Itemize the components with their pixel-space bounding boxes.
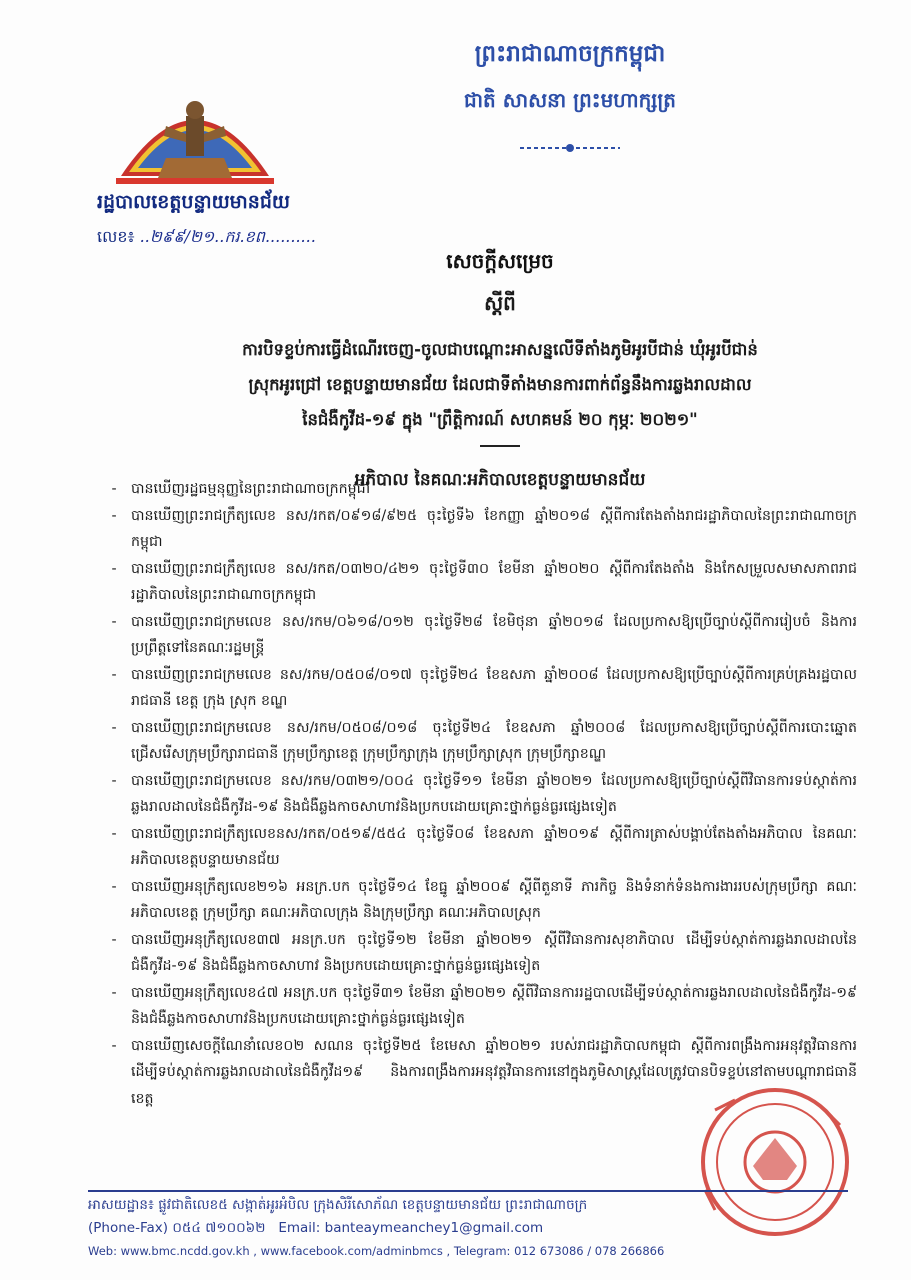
list-item: - បានឃើញព្រះរាជក្រមលេខ នស/រកម/០៣២១/០០៤ ចុះថ្ងៃទី១១ ខែមីនា ឆ្នាំ២០២១ ដែលប្រកាសឱ្យប្រើច្បាប់ស្តីពីវិធានការទប់ស្កាត់ការឆ្លងរាលដាលនៃជំងឺកូវីដ-១៩ និងជំងឺឆ្លងកាចសាហាវនិងប្រកបដោយគ្រោះថ្នាក់ធ្ងន់ធ្ងរផ្សេងទៀត bbox=[111, 772, 857, 815]
letter-number bbox=[97, 226, 316, 250]
phone-fax-label: (Phone-Fax) bbox=[88, 1220, 169, 1236]
heading-divider bbox=[480, 445, 520, 447]
provincial-emblem-logo bbox=[106, 86, 284, 190]
list-item: - បានឃើញព្រះរាជក្រមលេខ នស/រកម/០៥០៨/០១៨ ចុះថ្ងៃទី២៤ ខែឧសភា ឆ្នាំ២០០៨ ដែលប្រកាសឱ្យប្រើច្បាប់ស្តីពីការបោះឆ្នោតជ្រើសរើសក្រុមប្រឹក្សារាជធានី ក្រុមប្រឹក្សាខេត្ត ក្រុមប្រឹក្សាក្រុង ក្រុមប្រឹក្សាស្រុក ក្រុមប្រឹក្សាខណ្ឌ bbox=[111, 719, 857, 762]
letter-number-value: ..២៩៩/២១..ករ.ខព.......... bbox=[139, 227, 316, 246]
list-item: - បានឃើញរដ្ឋធម្មនុញ្ញនៃព្រះរាជាណាចក្រកម្ពុជា bbox=[111, 481, 371, 497]
issuing-authority: អភិបាល នៃគណៈអភិបាលខេត្តបន្ទាយមានជ័យ bbox=[354, 470, 646, 490]
telegram-label: Telegram: bbox=[453, 1244, 511, 1258]
letter-number-label: លេខ៖ bbox=[97, 227, 135, 246]
document-heading bbox=[150, 248, 850, 494]
footer-links: Web: www.bmc.ncdd.gov.kh , www.facebook.com/adminbmcs , Telegram: 012 673086 / 078 266866 bbox=[88, 1244, 665, 1258]
list-item: - បានឃើញអនុក្រឹត្យលេខ៣៧ អនក្រ.បក ចុះថ្ងៃទី១២ ខែមីនា ឆ្នាំ២០២១ ស្តីពីវិធានការសុខាភិបាល ដើម្បីទប់ស្កាត់ការឆ្លងរាលដាលនៃជំងឺកូវីដ-១៩ និងជំងឺឆ្លងកាចសាហាវ និងប្រកបដោយគ្រោះថ្នាក់ធ្ងន់ធ្ងរផ្សេងទៀត bbox=[111, 931, 857, 974]
list-item: - បានឃើញព្រះរាជក្រឹត្យលេខ នស/រកត/០៩១៨/៩២៥ ចុះថ្ងៃទី៦ ខែកញ្ញា ឆ្នាំ២០១៨ ស្តីពីការតែងតាំងរាជរដ្ឋាភិបាលនៃព្រះរាជាណាចក្រកម្ពុជា bbox=[111, 507, 857, 550]
document-subject bbox=[150, 332, 850, 437]
list-item: - បានឃើញព្រះរាជក្រមលេខ នស/រកម/០៦១៨/០១២ ចុះថ្ងៃទី២៨ ខែមិថុនា ឆ្នាំ២០១៨ ដែលប្រកាសឱ្យប្រើច្បាប់ស្តីពីការរៀបចំ និងការប្រព្រឹត្តទៅនៃគណៈរដ្ឋមន្ត្រី bbox=[111, 613, 857, 656]
subject-line: នៃជំងឺកូវីដ-១៩ ក្នុង "ព្រឹត្តិការណ៍ សហគមន៍ ២០ កុម្ភៈ ២០២១" bbox=[302, 410, 698, 429]
list-item: - បានឃើញព្រះរាជក្រឹត្យលេខនស/រកត/០៥១៩/៥៥៤ ចុះថ្ងៃទី០៨ ខែឧសភា ឆ្នាំ២០១៩ ស្តីពីការត្រាស់បង្គាប់តែងតាំងអភិបាល នៃគណៈអភិបាលខេត្តបន្ទាយមានជ័យ bbox=[111, 825, 857, 868]
website-link[interactable]: www.bmc.ncdd.gov.kh bbox=[120, 1244, 250, 1258]
email-link[interactable]: banteaymeanchey1@gmail.com bbox=[324, 1220, 544, 1236]
list-item: - បានឃើញព្រះរាជក្រឹត្យលេខ នស/រកត/០៣២០/៤២១ ចុះថ្ងៃទី៣០ ខែមីនា ឆ្នាំ២០២០ ស្តីពីការតែងតាំង និងកែសម្រួលសមាសភាពរាជរដ្ឋាភិបាលនៃព្រះរាជាណាចក្រកម្ពុជា bbox=[111, 560, 857, 603]
subject-line: ការបិទខ្ទប់ការធ្វើដំណើរចេញ-ចូលជាបណ្តោះអាសន្នលើទីតាំងភូមិអូរបីជាន់ ឃុំអូរបីជាន់ bbox=[242, 340, 758, 359]
facebook-link[interactable]: www.facebook.com/adminbmcs bbox=[260, 1244, 443, 1258]
list-item: - បានឃើញអនុក្រឹត្យលេខ២១៦ អនក្រ.បក ចុះថ្ងៃទី១៤ ខែធ្នូ ឆ្នាំ២០០៩ ស្តីពីតួនាទី ភារកិច្ច និងទំនាក់ទំនងការងាររបស់ក្រុមប្រឹក្សា គណៈអភិបាលខេត្ត ក្រុមប្រឹក្សា គណៈអភិបាលក្រុង និងក្រុមប្រឹក្សា គណៈអភិបាលស្រុក bbox=[111, 878, 857, 921]
kingdom-name: ព្រះរាជាណាចក្រកម្ពុជា bbox=[474, 41, 666, 67]
web-label: Web: bbox=[88, 1244, 117, 1258]
national-motto: ជាតិ សាសនា ព្រះមហាក្សត្រ bbox=[464, 88, 676, 112]
footer-address: អាសយដ្ឋាន៖ ផ្លូវជាតិលេខ៥ សង្កាត់អូរអំបិល ក្រុងសិរីសោភ័ណ ខេត្តបន្ទាយមានជ័យ ព្រះរាជាណាចក្រ bbox=[88, 1197, 588, 1213]
footer bbox=[88, 1190, 848, 1263]
issuing-administration: រដ្ឋបាលខេត្តបន្ទាយមានជ័យ bbox=[97, 191, 290, 213]
phone-fax: ០៥៤ ៧១០០៦២ bbox=[172, 1220, 266, 1236]
subject-line: ស្រុកអូរជ្រៅ ខេត្តបន្ទាយមានជ័យ ដែលជាទីតាំងមានការពាក់ព័ន្ធនឹងការឆ្លងរាលដាល bbox=[248, 375, 752, 394]
letterhead-right bbox=[300, 40, 840, 161]
footer-contact bbox=[88, 1217, 848, 1240]
ornament-divider-icon bbox=[510, 139, 630, 157]
document-type: សេចក្តីសម្រេច bbox=[446, 249, 554, 273]
document-about: ស្តីពី bbox=[484, 291, 516, 315]
list-item: - បានឃើញអនុក្រឹត្យលេខ៤៧ អនក្រ.បក ចុះថ្ងៃទី៣១ ខែមីនា ឆ្នាំ២០២១ ស្តីពីវិធានការរដ្ឋបាលដើម្បីទប់ស្កាត់ការឆ្លងរាលដាលនៃជំងឺកូវីដ-១៩ និងជំងឺឆ្លងកាចសាហាវនិងប្រកបដោយគ្រោះថ្នាក់ធ្ងន់ធ្ងរផ្សេងទៀត bbox=[111, 984, 857, 1027]
visa-list bbox=[97, 476, 857, 1112]
list-item: - បានឃើញសេចក្តីណែនាំលេខ០២ សណន ចុះថ្ងៃទី២៥ ខែមេសា ឆ្នាំ២០២១ របស់រាជរដ្ឋាភិបាលកម្ពុជា ស្តីពីការពង្រឹងការអនុវត្តវិធានការដើម្បីទប់ស្កាត់ការឆ្លងរាលដាលនៃជំងឺកូវីដ១៩ និងការពង្រឹងការអនុវត្តវិធានការនៅក្នុងភូមិសាស្ត្រដែលត្រូវបានបិទខ្ទប់នៅតាមបណ្តារាជធានី ខេត្ត bbox=[111, 1037, 857, 1107]
list-item: - បានឃើញព្រះរាជក្រមលេខ នស/រកម/០៥០៨/០១៧ ចុះថ្ងៃទី២៤ ខែឧសភា ឆ្នាំ២០០៨ ដែលប្រកាសឱ្យប្រើច្បាប់ស្តីពីការគ្រប់គ្រងរដ្ឋបាលរាជធានី ខេត្ត ក្រុង ស្រុក ខណ្ឌ bbox=[111, 666, 857, 709]
telegram-number: 012 673086 / 078 266866 bbox=[514, 1244, 665, 1258]
email-label: Email: bbox=[278, 1220, 321, 1236]
